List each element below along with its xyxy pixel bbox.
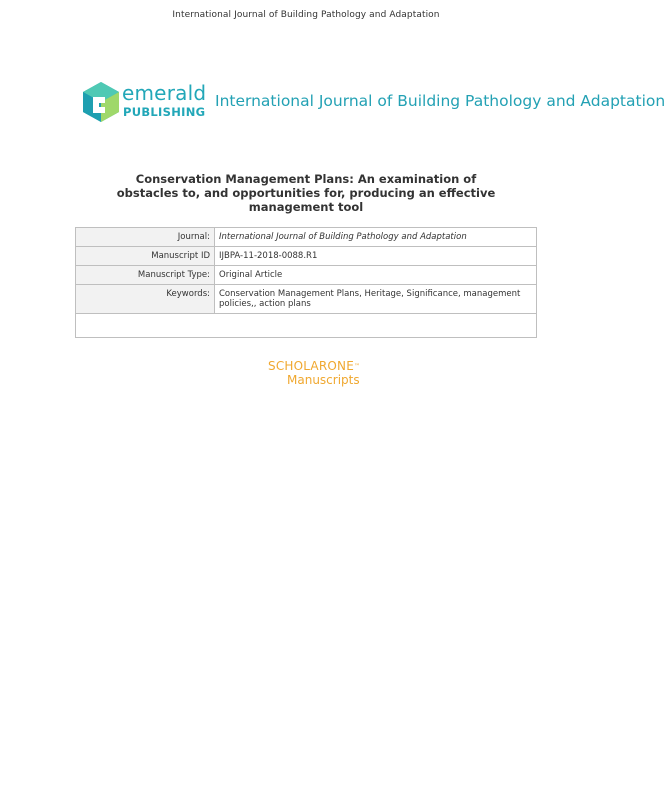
row-value: International Journal of Building Pathology and Adaptation: [215, 228, 537, 247]
row-label: Manuscript ID: [76, 247, 215, 266]
banner-journal-title: International Journal of Building Pathology and Adaptation: [215, 92, 665, 110]
row-value: Original Article: [215, 266, 537, 285]
row-label: Keywords:: [76, 285, 215, 314]
table-row: [76, 247, 537, 266]
row-label: Manuscript Type:: [76, 266, 215, 285]
row-value: IJBPA-11-2018-0088.R1: [215, 247, 537, 266]
scholarone-word: [268, 360, 388, 373]
empty-cell: [76, 314, 537, 338]
manuscript-metadata-table: [75, 227, 537, 338]
running-header: International Journal of Building Pathology and Adaptation: [172, 10, 440, 20]
row-value: Conservation Management Plans, Heritage, Significance, management policies,, action plans: [215, 285, 537, 314]
emerald-logo-icon: [83, 82, 119, 122]
logo-publishing: PUBLISHING: [123, 105, 206, 119]
table-row: [76, 266, 537, 285]
manuscripts-word: Manuscripts: [287, 373, 360, 387]
table-row-empty: [76, 314, 537, 338]
paper-title: Conservation Management Plans: An examination of obstacles to, and opportunities for, producing an effective management tool: [116, 172, 496, 214]
scholarone-logo: [268, 360, 388, 387]
table-row: [76, 228, 537, 247]
row-label: Journal:: [76, 228, 215, 247]
logo-word: emerald: [122, 81, 207, 105]
table-row: [76, 285, 537, 314]
scholarone-text: SCHOLARONE: [268, 359, 354, 373]
journal-banner: [83, 78, 665, 126]
trademark-symbol: ™: [353, 363, 361, 370]
